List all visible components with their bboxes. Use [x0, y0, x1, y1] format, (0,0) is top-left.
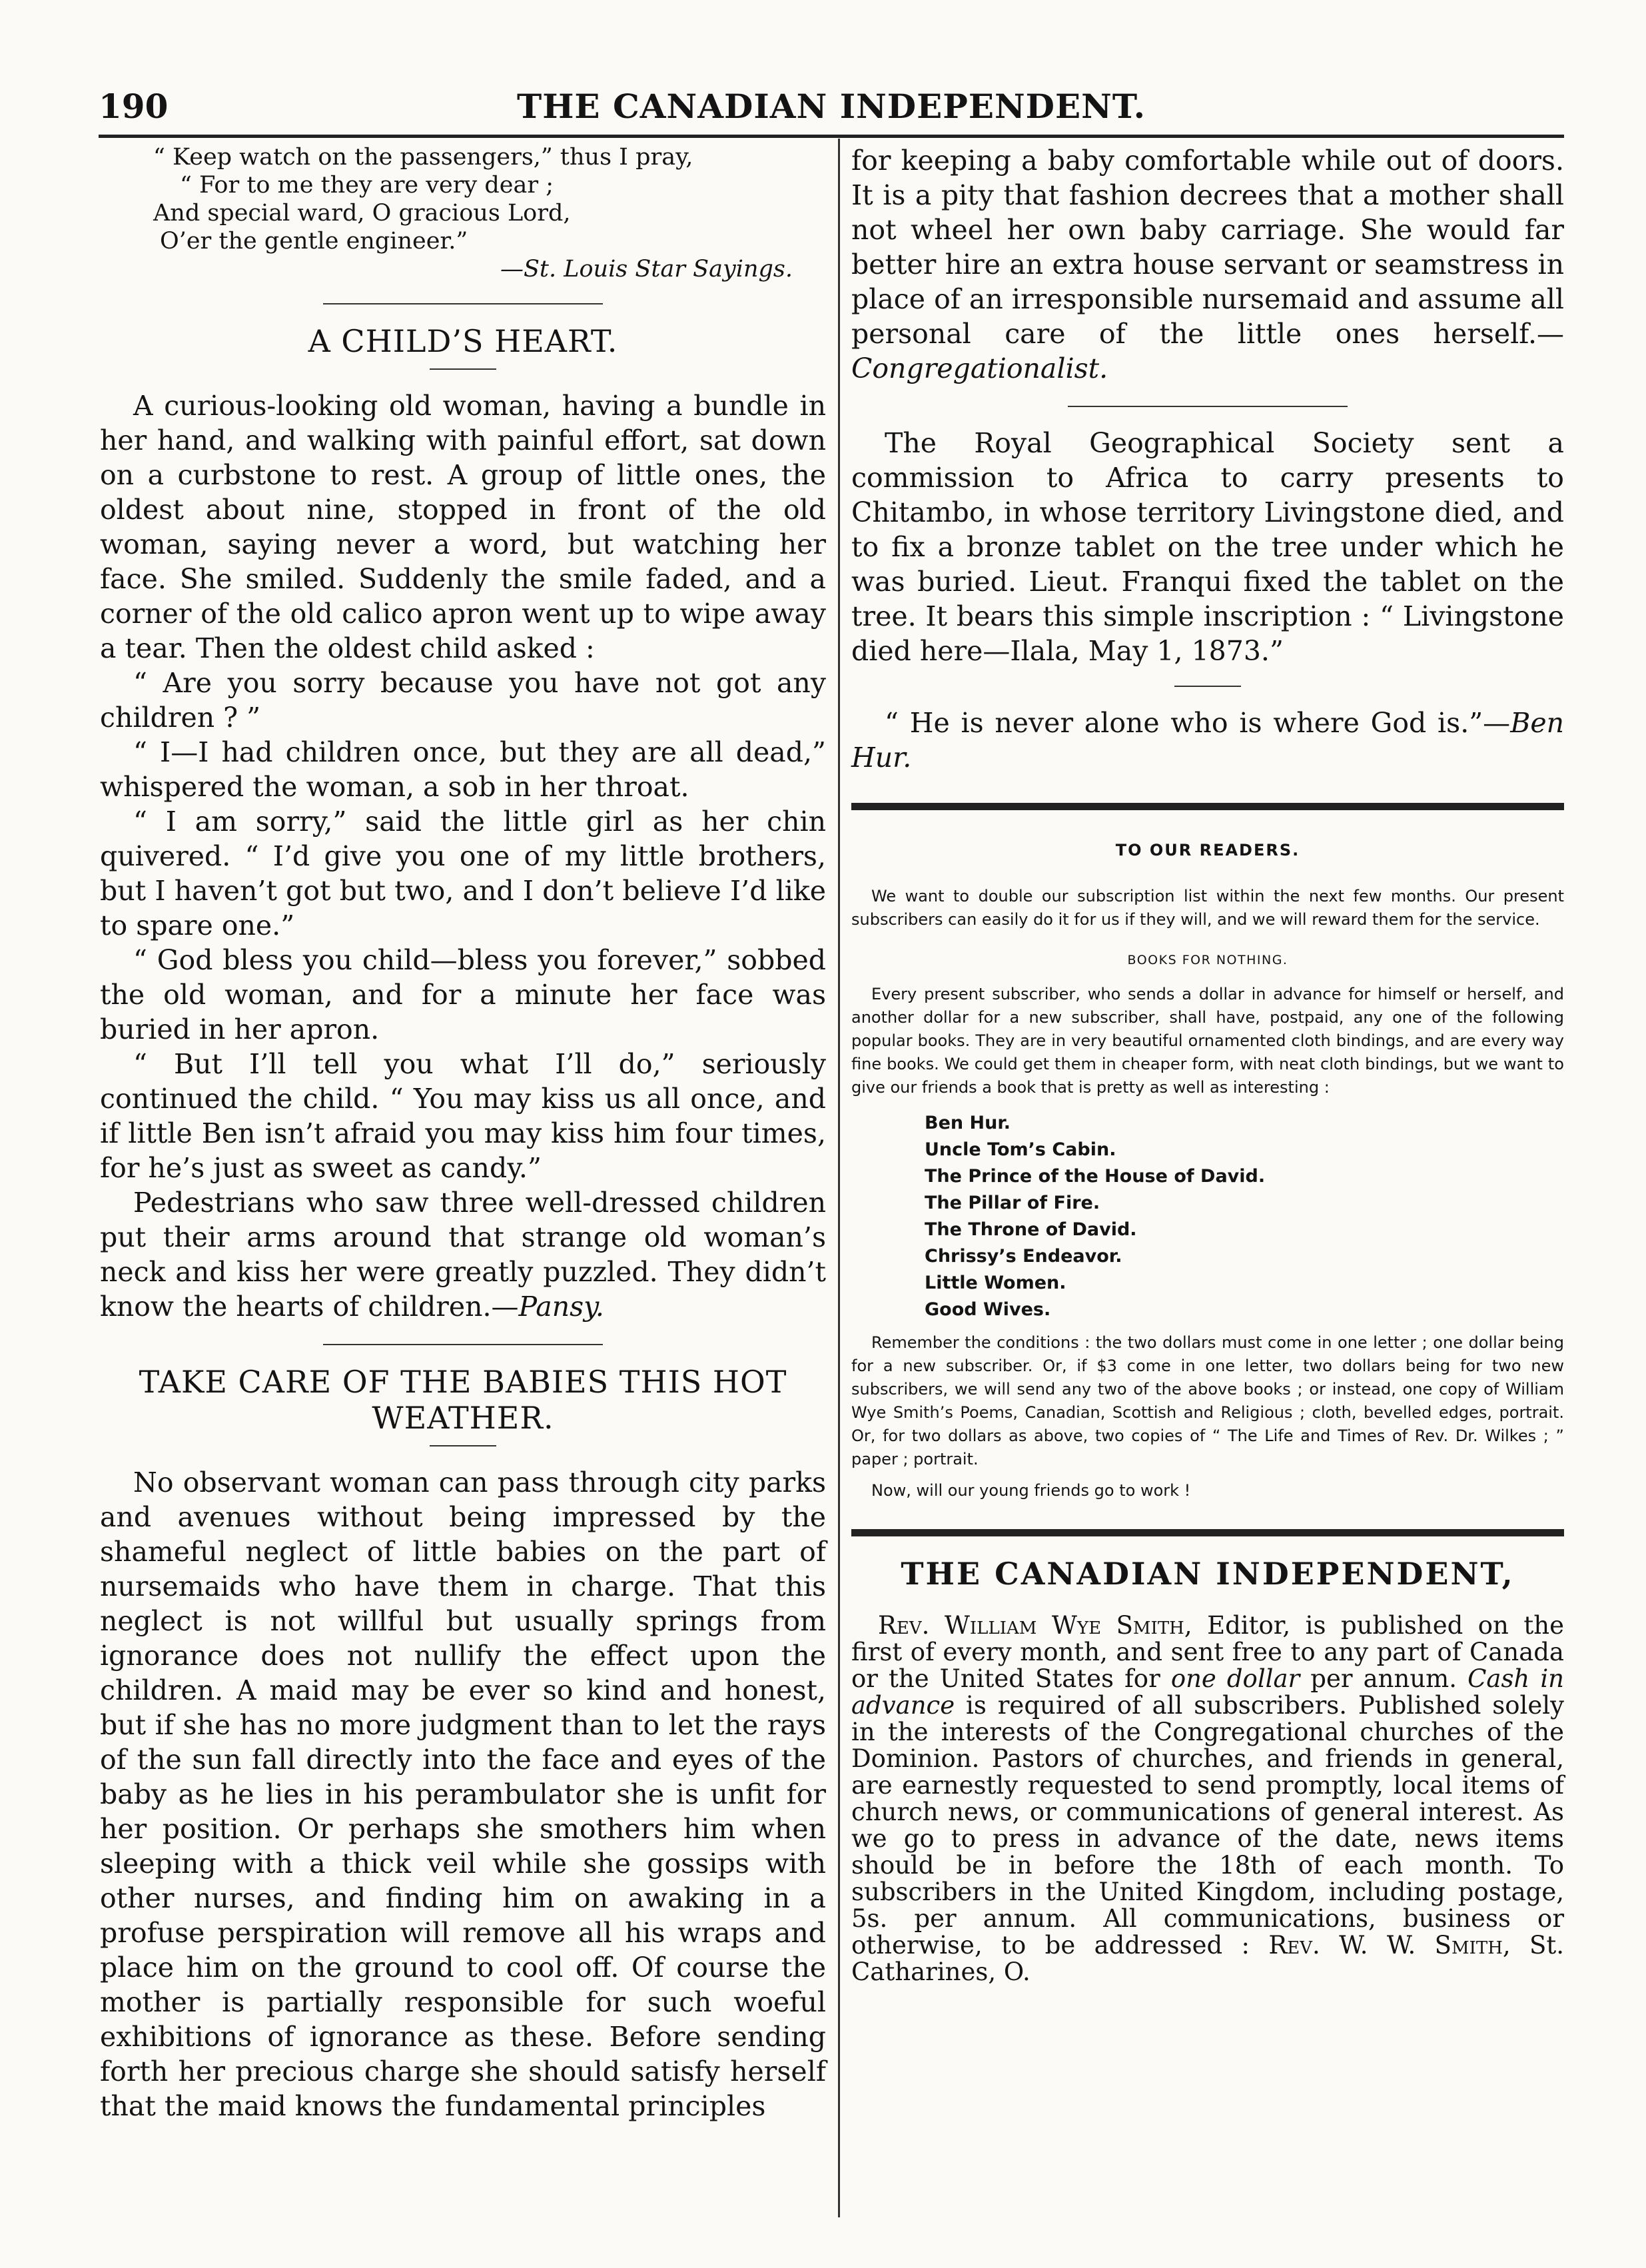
poem-line: And special ward, O gracious Lord,: [153, 200, 571, 227]
book-item: Little Women.: [925, 1273, 1066, 1293]
readers-notice-title: TO OUR READERS.: [1115, 841, 1300, 859]
babies-continued-text: for keeping a baby comfortable while out of doors. It is a pity that fashion decrees that a mother shall not wheel her own baby carriage. She would far better hire an extra house servant or seamstress in place of an irresponsible nursemaid and assume all personal care of the little ones herself.—: [851, 145, 1564, 350]
journal-title: THE CANADIAN INDEPENDENT.: [516, 87, 1146, 126]
section-separator: [1068, 406, 1348, 407]
childs-heart-title: A CHILD’S HEART.: [308, 323, 618, 359]
poem-attribution: —St. Louis Star Sayings.: [500, 256, 793, 283]
poem-line: “ For to me they are very dear ;: [180, 172, 554, 199]
article-paragraph: “ Are you sorry because you have not got any children ? ”: [100, 667, 826, 734]
book-item: The Throne of David.: [925, 1219, 1137, 1240]
heavy-rule: [851, 803, 1564, 810]
poem-line: “ Keep watch on the passengers,” thus I pray,: [153, 144, 693, 171]
quote-attribution: Ben Hur.: [851, 707, 1564, 774]
address-place: , St. Catharines, O.: [851, 1931, 1565, 1986]
section-separator: [1174, 686, 1241, 687]
babies-paragraph: No observant woman can pass through city parks and avenues without being impressed by the shameful neglect of little babies on the part of nursemaids who have them in charge. That this neglect is not willful but usually springs from ignorance does not nullify the effect upon the children. A maid may be ever so kind and honest, but if she has no more judgment than to let the rays of the sun fall directly into the face and eyes of the baby as he lies in his perambulator she is unfit for her position. Or perhaps she smothers him when sleeping with a thick veil while she gossips with other nurses, and finding him on awaking in a profuse perspiration will remove all his wraps and place him on the ground to cool off. Of course the mother is partially responsible for such woeful exhibitions of ignorance as these. Before sending forth her precious charge she should satisfy herself that the maid knows the fundamental principles: [100, 1466, 826, 2122]
right-column: [851, 143, 1564, 1985]
notice-subheading: BOOKS FOR NOTHING.: [1127, 953, 1288, 967]
childs-heart-article: [100, 388, 826, 1324]
masthead-notice: [851, 1556, 1564, 1985]
readers-notice: [851, 833, 1564, 1502]
geographical-paragraph: The Royal Geographical Society sent a commission to Africa to carry presents to Chitambo, in whose territory Livingstone died, and to fix a bronze tablet on the tree under which he was buried. Lieut. Franqui fixed the tablet on the tree. It bears this simple inscription : “ Livingstone died here—Ilala, May 1, 1873.”: [851, 427, 1564, 667]
masthead-text: per annum.: [1300, 1664, 1468, 1693]
section-separator: [323, 303, 603, 304]
article-text: Pedestrians who saw three well-dressed children put their arms around that strange old woman’s neck and kiss her were greatly puzzled. They didn’t know the hearts of children.—: [100, 1187, 826, 1323]
book-item: Ben Hur.: [925, 1113, 1011, 1133]
quote-text: “ He is never alone who is where God is.”—: [885, 707, 1511, 739]
article-paragraph: A curious-looking old woman, having a bundle in her hand, and walking with painful effort, sat down on a curbstone to rest. A group of little ones, the oldest about nine, stopped in front of the old woman, saying never a word, but watching her face. She smiled. Suddenly the smile faded, and a corner of the old calico apron went up to wipe away a tear. Then the oldest child asked :: [100, 390, 826, 664]
poem: [153, 143, 826, 283]
book-item: The Prince of the House of David.: [925, 1166, 1266, 1187]
book-item: Uncle Tom’s Cabin.: [925, 1139, 1116, 1160]
notice-offer: Every present subscriber, who sends a dollar in advance for himself or herself, and another dollar for a new subscriber, shall have, postpaid, any one of the following popular books. They are in very beautiful ornamented cloth bindings, and are every way fine books. We could get them in cheaper form, with neat cloth bindings, but we want to give our friends a book that is pretty as well as interesting :: [851, 985, 1564, 1097]
masthead-text: , Editor, is published on the first of every month, and sent free to any part of Canada or the United States for: [851, 1611, 1564, 1693]
article-paragraph: “ But I’ll tell you what I’ll do,” seriously continued the child. “ You may kiss us all once, and if little Ben isn’t afraid you may kiss him four times, for he’s just as sweet as candy.”: [100, 1048, 826, 1184]
notice-conditions: Remember the conditions : the two dollars must come in one letter ; one dollar being for a new subscriber. Or, if $3 come in one letter, two dollars being for two new subscribers, we will send any two of the above books ; or instead, one copy of William Wye Smith’s Poems, Canadian, Scottish and Religious ; cloth, bevelled edges, portrait. Or, for two dollars as above, two copies of “ The Life and Times of Rev. Dr. Wilkes ; ” paper ; portrait.: [851, 1333, 1564, 1468]
book-item: Good Wives.: [925, 1299, 1051, 1320]
article-paragraph: “ God bless you child—bless you forever,” sobbed the old woman, and for a minute her face was buried in her apron.: [100, 944, 826, 1045]
readers-notice-body: [851, 885, 1564, 1502]
title-rule: [430, 1445, 496, 1446]
left-column: [100, 143, 826, 2123]
header-rule: [99, 135, 1564, 138]
section-separator: [323, 1344, 603, 1345]
article-paragraph: [100, 1185, 826, 1324]
article-paragraph: “ I—I had children once, but they are all dead,” whispered the woman, a sob in her throat.: [100, 736, 826, 803]
article-attribution: Pansy.: [518, 1291, 604, 1323]
babies-attribution: Congregationalist.: [851, 352, 1108, 384]
article-paragraph: “ I am sorry,” said the little girl as her chin quivered. “ I’d give you one of my little brothers, but I haven’t got but two, and I don’t believe I’d like to spare one.”: [100, 806, 826, 941]
notice-intro: We want to double our subscription list within the next few months. Our present subscribers can easily do it for us if they will, and we will reward them for the service.: [851, 887, 1564, 929]
title-rule: [430, 368, 496, 370]
editor-name: Rev. William Wye Smith: [878, 1611, 1184, 1640]
babies-continued: [851, 143, 1564, 386]
masthead-paragraph: [851, 1612, 1564, 1985]
page-number: 190: [99, 87, 169, 126]
address-name: Rev. W. W. Smith: [1268, 1931, 1503, 1960]
ben-hur-quote: [851, 706, 1564, 775]
book-list: [925, 1110, 1564, 1323]
masthead-title: THE CANADIAN INDEPENDENT,: [901, 1556, 1515, 1592]
poem-line: O’er the gentle engineer.”: [160, 228, 468, 255]
masthead-text: is required of all subscribers. Published solely in the interests of the Congregational churches of the Dominion. Pastors of churches, and friends in general, are earnestly requested to send promptly, local items of church news, or communications of general interest. As we go to press in advance of the date, news items should be in before the 18th of each month. To subscribers in the United Kingdom, including postage, 5s. per annum. All communications, business or otherwise, to be addressed :: [851, 1691, 1564, 1960]
cash-text: Cash in advance: [851, 1664, 1564, 1720]
book-item: Chrissy’s Endeavor.: [925, 1246, 1122, 1267]
book-item: The Pillar of Fire.: [925, 1193, 1100, 1213]
price-text: one dollar: [1170, 1664, 1300, 1693]
heavy-rule: [851, 1529, 1564, 1536]
column-divider: [838, 139, 840, 2217]
notice-closing: Now, will our young friends go to work !: [871, 1481, 1191, 1500]
babies-title: TAKE CARE OF THE BABIES THIS HOT WEATHER.: [139, 1364, 787, 1436]
masthead-body: [851, 1612, 1564, 1985]
